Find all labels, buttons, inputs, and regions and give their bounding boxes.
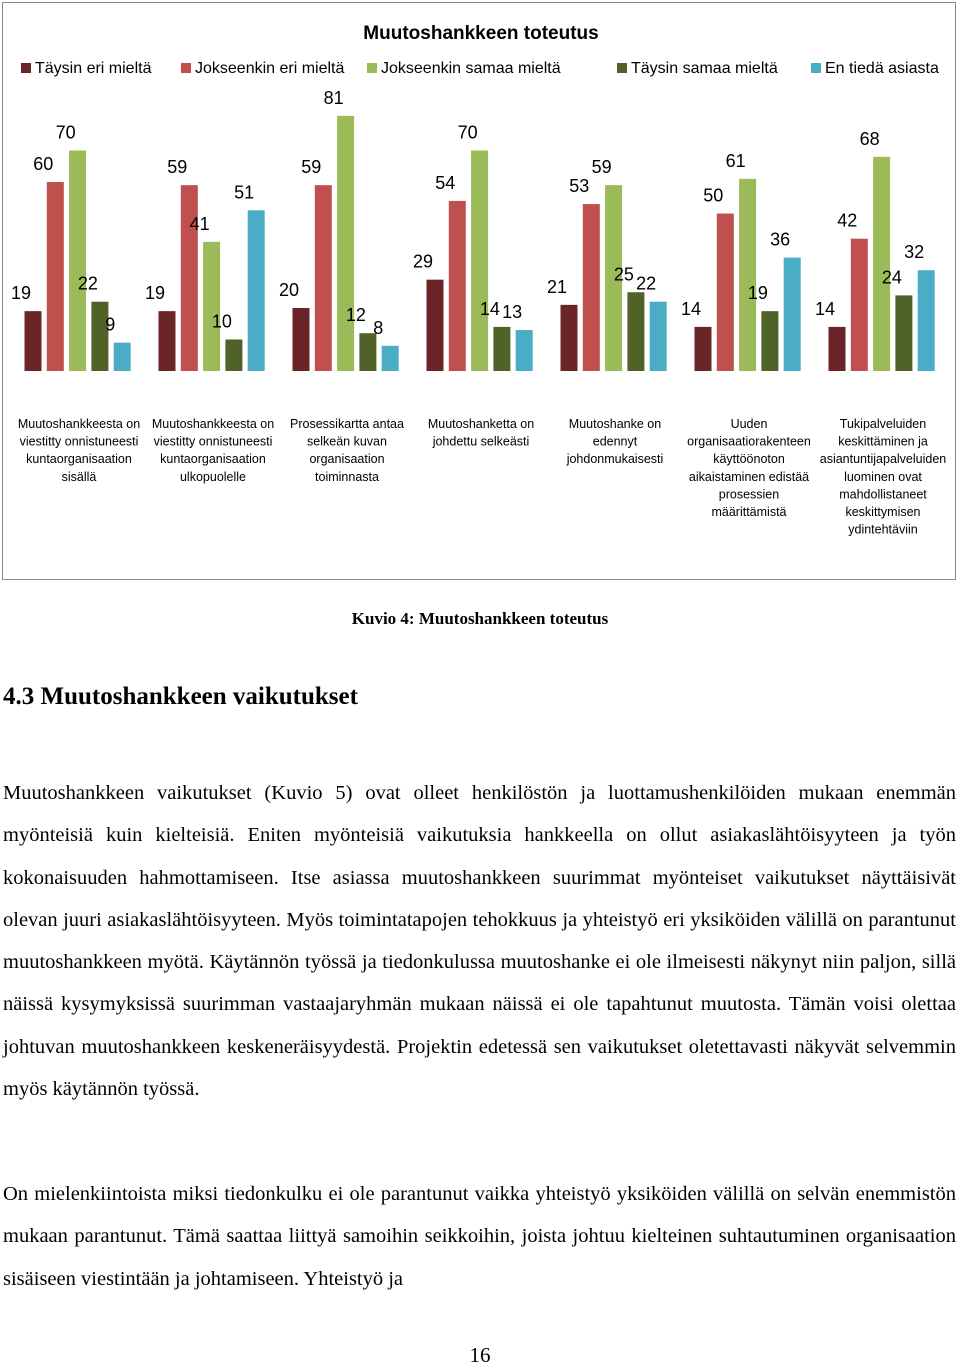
bar-1-0 — [47, 182, 64, 371]
category-label-line: Uuden — [730, 417, 768, 431]
category-label-line: aikaistaminen edistää — [688, 469, 810, 484]
category-label-line: organisaatiorakenteen — [687, 434, 811, 449]
bar-4-6 — [918, 270, 935, 371]
figure-caption: Kuvio 4: Muutoshankkeen toteutus — [351, 609, 609, 628]
category-label-line: keskittymisen — [845, 505, 921, 519]
bar-3-3 — [493, 327, 510, 371]
bar-value-label-0-2: 20 — [278, 280, 300, 300]
bar-value-label-1-0: 60 — [33, 154, 54, 174]
bar-chart — [3, 3, 955, 579]
category-label-line: kuntaorganisaation — [160, 452, 266, 467]
bar-value-label-2-1: 41 — [189, 213, 210, 234]
bar-4-1 — [248, 210, 265, 371]
category-label-line: johdettu selkeästi — [432, 434, 530, 449]
category-label-line: selkeän kuvan — [307, 434, 387, 449]
bar-0-3 — [427, 280, 444, 371]
bar-value-label-1-2: 59 — [301, 157, 322, 178]
bar-value-label-4-4: 22 — [636, 273, 657, 294]
bar-value-label-3-3: 14 — [479, 298, 500, 319]
legend-swatch-0 — [21, 63, 31, 73]
bar-4-4 — [650, 302, 667, 371]
category-label-line: Muutoshankkeesta on — [151, 417, 275, 431]
page-number: 16 — [469, 1343, 491, 1367]
category-label-2 — [290, 417, 404, 484]
bar-0-1 — [159, 311, 176, 371]
bar-value-label-1-3: 54 — [435, 172, 456, 193]
category-label-4 — [566, 417, 664, 466]
bar-value-label-4-6: 32 — [904, 242, 925, 263]
bar-2-6 — [873, 157, 890, 371]
section-heading: 4.3 Muutoshankkeen vaikutukset — [3, 683, 358, 710]
bar-0-4 — [561, 305, 578, 371]
bar-value-label-3-0: 22 — [77, 273, 98, 294]
category-label-line: määrittämistä — [711, 505, 787, 519]
bar-0-2 — [293, 308, 310, 371]
bar-value-label-1-6: 42 — [837, 210, 858, 231]
body-paragraph-1: Muutoshankkeen vaikutukset (Kuvio 5) ovat olleet henkilöstön ja luottamushenkilöiden mukaan enemmän myönteisiä kuin kielteisiä. Eniten myönteisiä vaikutuksia hankkeella on ollut asiakaslähtöisyyteen ja työn kokonaisuuden hahmottamiseen. Itse asiassa muutoshankkeen suurimmat myönteiset vaikutukset näyttäisivät olevan juuri asiakaslähtöisyyteen. Myös toimintatapojen tehokkuus ja yhteistyö eri yksiköiden välillä on parantunut muutoshankkeen myötä. Käytännön työssä ja tiedonkulussa muutoshanke ei ole ilmeisesti näkynyt niin paljon, sillä näissä kysymyksissä suurimman vastaajaryhmän mukaan näissä ei ole tapahtunut muutosta. Tämän voisi olettaa johtuvan muutoshankkeen keskeneräisyydestä. Projektin edetessä sen vaikutukset oletettavasti näkyvät selvemmin myös käytännön työssä. — [3, 782, 956, 1101]
bar-2-0 — [69, 151, 86, 372]
category-label-line: edennyt — [592, 434, 638, 449]
bar-0-0 — [25, 311, 42, 371]
category-label-line: keskittäminen ja — [838, 434, 928, 449]
bar-0-5 — [695, 327, 712, 371]
bar-value-label-3-1: 10 — [211, 311, 232, 332]
bar-value-label-4-1: 51 — [234, 182, 255, 203]
legend-label-0: Täysin eri mieltä — [35, 60, 152, 77]
bar-3-2 — [359, 333, 376, 371]
bar-2-2 — [337, 116, 354, 371]
category-label-line: organisaation — [309, 452, 385, 467]
category-label-line: käyttöönoton — [713, 452, 785, 467]
category-label-line: prosessien — [718, 487, 780, 502]
category-label-line: viestitty onnistuneesti — [153, 434, 273, 449]
chart-frame — [2, 2, 956, 580]
legend-label-4: En tiedä asiasta — [825, 60, 939, 77]
bar-3-4 — [627, 292, 644, 371]
bar-0-6 — [829, 327, 846, 371]
category-label-line: ulkopuolelle — [179, 469, 247, 484]
bar-value-label-0-6: 14 — [814, 298, 836, 319]
bar-value-label-2-4: 59 — [591, 157, 612, 178]
bar-value-label-4-3: 13 — [502, 302, 523, 323]
bar-1-5 — [717, 214, 734, 372]
category-label-line: Tukipalveluiden — [839, 417, 927, 431]
bar-value-label-2-6: 68 — [859, 128, 880, 149]
chart-category-labels — [18, 417, 946, 537]
legend-swatch-1 — [181, 63, 191, 73]
bar-value-label-4-0: 9 — [105, 314, 116, 335]
legend-label-2: Jokseenkin samaa mieltä — [381, 60, 561, 77]
legend-label-1: Jokseenkin eri mieltä — [195, 60, 345, 77]
bar-1-6 — [851, 239, 868, 371]
bar-3-1 — [225, 340, 242, 372]
bar-value-label-3-5: 19 — [747, 283, 768, 304]
category-label-line: Muutoshanke on — [568, 417, 662, 431]
category-label-line: Muutoshanketta on — [427, 417, 535, 431]
category-label-line: toiminnasta — [315, 469, 379, 484]
legend-swatch-4 — [811, 63, 821, 73]
legend-swatch-2 — [367, 63, 377, 73]
bar-value-label-2-3: 70 — [457, 122, 478, 143]
bar-value-label-3-6: 24 — [881, 267, 902, 288]
bar-1-4 — [583, 204, 600, 371]
bar-4-5 — [784, 258, 801, 371]
bar-1-3 — [449, 201, 466, 371]
category-label-line: luominen ovat — [844, 469, 922, 484]
bar-4-2 — [382, 346, 399, 371]
category-label-line: sisällä — [61, 469, 97, 484]
bar-value-label-1-5: 50 — [703, 185, 724, 206]
chart-title: Muutoshankkeen toteutus — [363, 23, 599, 44]
bar-value-label-0-5: 14 — [680, 298, 702, 319]
bar-3-5 — [761, 311, 778, 371]
category-label-6 — [820, 417, 947, 537]
body-paragraph-2: On mielenkiintoista miksi tiedonkulku ei ole parantunut vaikka yhteistyö yksiköiden välillä on selvän enemmistön mukaan parantunut. Tämä saattaa liittyä samoihin seikkoihin, joista johtuu kielteinen suhtautuminen organisaation sisäiseen viestintään ja johtamiseen. Yhteistyö ja — [3, 1183, 956, 1290]
bar-value-label-2-5: 61 — [725, 150, 746, 171]
category-label-3 — [428, 417, 534, 449]
bar-2-3 — [471, 151, 488, 372]
category-label-line: ydintehtäviin — [848, 522, 918, 537]
bar-1-2 — [315, 185, 332, 371]
bar-value-label-0-4: 21 — [546, 276, 568, 297]
legend-label-3: Täysin samaa mieltä — [631, 60, 778, 77]
bar-value-label-0-1: 19 — [144, 283, 166, 304]
bar-value-label-4-5: 36 — [770, 229, 791, 250]
bar-4-3 — [516, 330, 533, 371]
bar-value-label-2-2: 81 — [323, 87, 344, 108]
category-label-line: kuntaorganisaation — [26, 452, 132, 467]
bar-2-5 — [739, 179, 756, 371]
bar-2-1 — [203, 242, 220, 371]
bar-3-0 — [91, 302, 108, 371]
bar-value-label-1-1: 59 — [167, 157, 188, 178]
category-label-line: asiantuntijapalveluiden — [819, 452, 947, 467]
chart-bars — [25, 116, 935, 371]
legend-swatch-3 — [617, 63, 627, 73]
category-label-0 — [18, 417, 140, 484]
chart-legend — [21, 60, 939, 77]
bar-value-label-3-2: 12 — [345, 305, 366, 326]
category-label-line: Prosessikartta antaa — [290, 417, 404, 431]
bar-value-label-4-2: 8 — [373, 317, 384, 338]
bar-value-label-0-3: 29 — [412, 251, 434, 272]
category-label-line: viestitty onnistuneesti — [19, 434, 139, 449]
category-label-line: Muutoshankkeesta on — [17, 417, 141, 431]
bar-value-label-0-0: 19 — [10, 283, 32, 304]
category-label-line: mahdollistaneet — [839, 487, 927, 502]
bar-4-0 — [114, 343, 131, 371]
bar-value-label-2-0: 70 — [55, 122, 76, 143]
bar-value-label-3-4: 25 — [613, 264, 634, 285]
bar-value-label-1-4: 53 — [569, 176, 590, 197]
bar-3-6 — [895, 295, 912, 371]
category-label-line: johdonmukaisesti — [566, 452, 664, 467]
category-label-5 — [687, 417, 811, 519]
category-label-1 — [152, 417, 274, 484]
